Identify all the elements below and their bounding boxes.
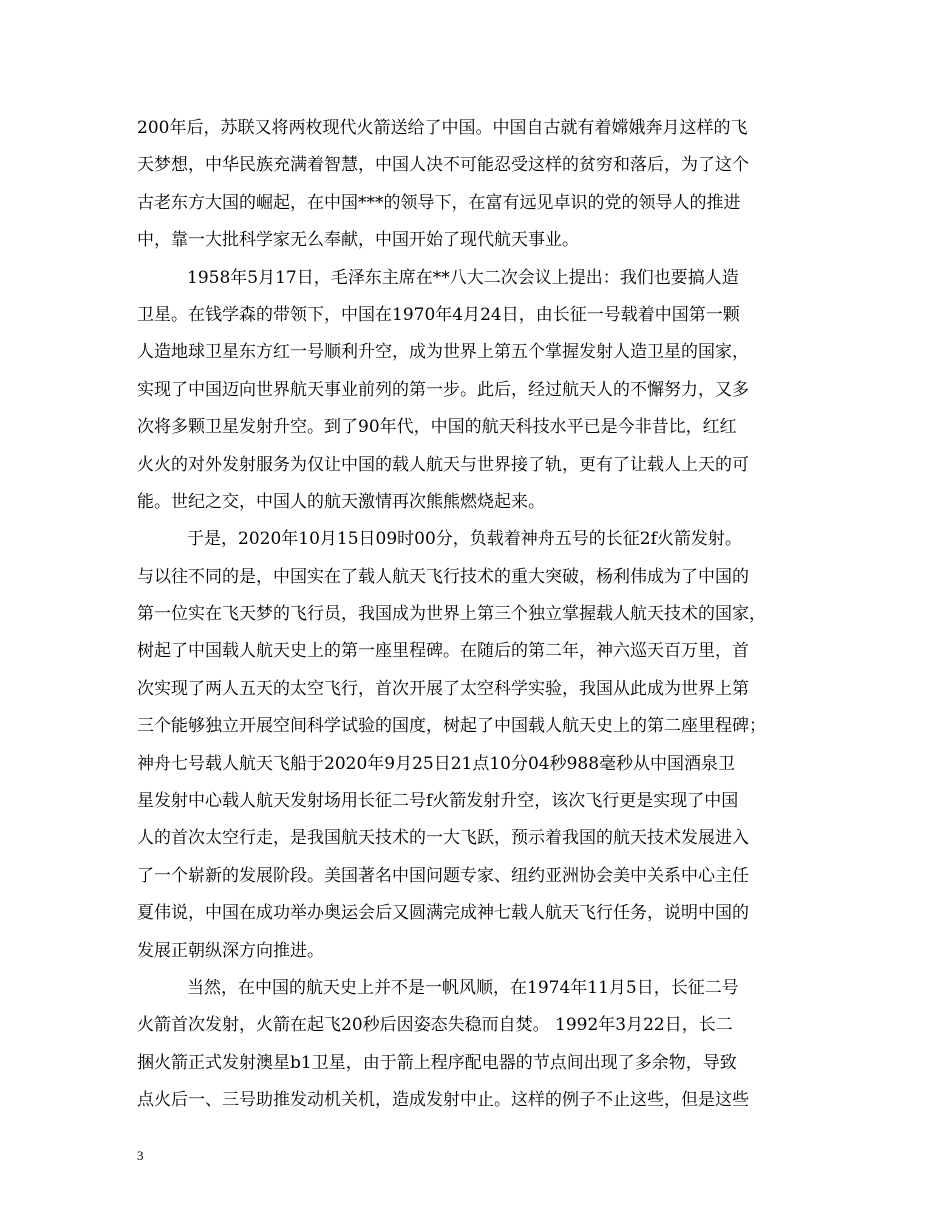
text-line: 树起了中国载人航天史上的第一座里程碑。在随后的第二年，神六巡天百万里，首	[137, 641, 749, 662]
text-line: 于是，2020年10月15日09时00分，负载着神舟五号的长征2f火箭发射。	[187, 529, 742, 550]
page-number: 3	[137, 1148, 144, 1163]
text-line: 星发射中心载人航天发射场用长征二号f火箭发射升空，该次飞行更是实现了中国	[137, 791, 739, 812]
paragraph-2	[137, 260, 813, 522]
text-line: 火箭首次发射，火箭在起飞20秒后因姿态失稳而自焚。 1992年3月22日，长二	[137, 1015, 733, 1036]
text-line: 点火后一、三号助推发动机关机，造成发射中止。这样的例子不止这些，但是这些	[137, 1090, 749, 1111]
text-line: 实现了中国迈向世界航天事业前列的第一步。此后，经过航天人的不懈努力，又多	[137, 379, 749, 400]
paragraph-3	[137, 521, 813, 970]
text-line: 人的首次太空行走，是我国航天技术的一大飞跃，预示着我国的航天技术发展进入	[137, 828, 749, 849]
text-line: 火火的对外发射服务为仅让中国的载人航天与世界接了轨，更有了让载人上天的可	[137, 454, 749, 475]
text-line: 三个能够独立开展空间科学试验的国度，树起了中国载人航天史上的第二座里程碑；	[137, 716, 766, 737]
document-body	[137, 110, 813, 1120]
paragraph-4	[137, 970, 813, 1120]
text-line: 夏伟说，中国在成功举办奥运会后又圆满完成神七载人航天飞行任务，说明中国的	[137, 903, 749, 924]
text-line: 神舟七号载人航天飞船于2020年9月25日21点10分04秒988毫秒从中国酒泉卫	[137, 753, 736, 774]
text-line: 次将多颗卫星发射升空。到了90年代，中国的航天科技水平已是今非昔比，红红	[137, 417, 737, 438]
text-line: 200年后，苏联又将两枚现代火箭送给了中国。中国自古就有着嫦娥奔月这样的飞	[137, 118, 748, 138]
text-line: 古老东方大国的崛起，在中国***的领导下，在富有远见卓识的党的领导人的推进	[137, 192, 741, 213]
text-line: 捆火箭正式发射澳星b1卫星，由于箭上程序配电器的节点间出现了多余物，导致	[137, 1052, 737, 1073]
text-line: 了一个崭新的发展阶段。美国著名中国问题专家、纽约亚洲协会美中关系中心主任	[137, 865, 749, 886]
paragraph-1	[137, 110, 813, 260]
text-line: 与以往不同的是，中国实在了载人航天飞行技术的重大突破，杨利伟成为了中国的	[137, 566, 749, 587]
text-line: 发展正朝纵深方向推进。	[137, 940, 324, 961]
text-line: 第一位实在飞天梦的飞行员，我国成为世界上第三个独立掌握载人航天技术的国家，	[137, 604, 766, 625]
text-line: 次实现了两人五天的太空飞行，首次开展了太空科学实验，我国从此成为世界上第	[137, 678, 749, 699]
text-line: 当然，在中国的航天史上并不是一帆风顺，在1974年11月5日，长征二号	[187, 977, 739, 998]
text-line: 卫星。在钱学森的带领下，中国在1970年4月24日，由长征一号载着中国第一颗	[137, 304, 740, 325]
text-line: 中，靠一大批科学家无么奉献，中国开始了现代航天事业。	[137, 230, 579, 251]
text-line: 1958年5月17日，毛泽东主席在**八大二次会议上提出：我们也要搞人造	[187, 267, 739, 288]
text-line: 能。世纪之交，中国人的航天激情再次熊熊燃烧起来。	[137, 491, 545, 512]
text-line: 人造地球卫星东方红一号顺利升空，成为世界上第五个掌握发射人造卫星的国家，	[137, 342, 749, 363]
text-line: 天梦想，中华民族充满着智慧，中国人决不可能忍受这样的贫穷和落后，为了这个	[137, 155, 749, 176]
